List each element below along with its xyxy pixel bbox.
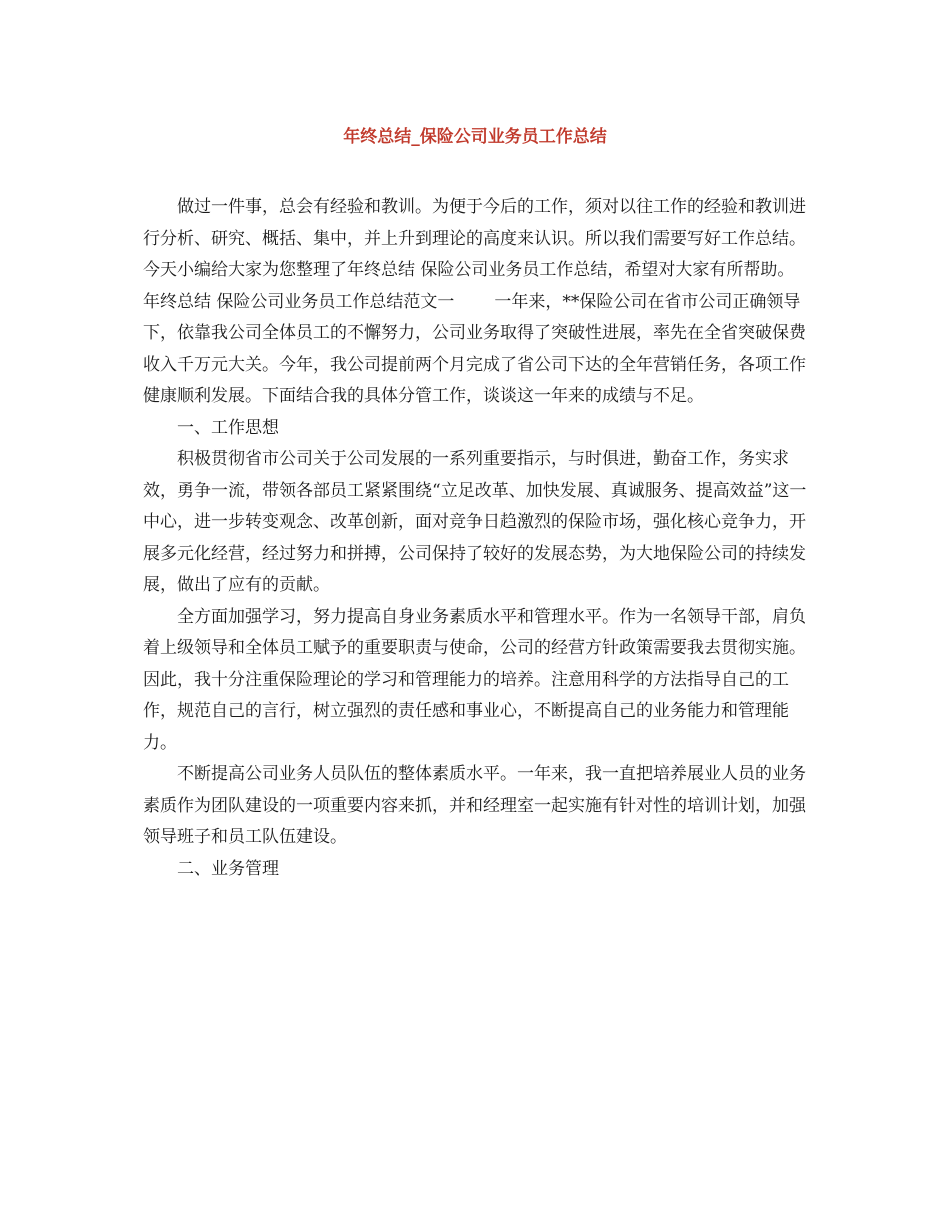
work-thought-paragraph-1: 积极贯彻省市公司关于公司发展的一系列重要指示，与时俱进，勤奋工作，务实求效，勇争一流，带领各部员工紧紧围绕“立足改革、加快发展、真诚服务、提高效益”这一中心，进一步转变观念、改革创新，面对竞争日趋激烈的保险市场，强化核心竞争力，开展多元化经营，经过努力和拼搏，公司保持了较好的发展态势，为大地保险公司的持续发展，做出了应有的贡献。: [143, 449, 807, 595]
document-body: [143, 192, 815, 885]
sample-label: 年终总结 保险公司业务员工作总结范文一: [143, 291, 455, 312]
intro-paragraph: 做过一件事，总会有经验和教训。为便于今后的工作，须对以往工作的经验和教训进行分析、研究、概括、集中，并上升到理论的高度来认识。所以我们需要写好工作总结。今天小编给大家为您整理了年终总结 保险公司业务员工作总结，希望对大家有所帮助。: [143, 197, 806, 280]
work-thought-paragraph-2: 全方面加强学习，努力提高自身业务素质水平和管理水平。作为一名领导干部，肩负着上级领导和全体员工赋予的重要职责与使命，公司的经营方针政策需要我去贯彻实施。因此，我十分注重保险理论的学习和管理能力的培养。注意用科学的方法指导自己的工作，规范自己的言行，树立强烈的责任感和事业心，不断提高自己的业务能力和管理能力。: [143, 606, 806, 753]
sample-paragraph: [143, 287, 815, 413]
section-heading-work-thought: 一、工作思想: [177, 417, 279, 438]
page-title: 年终总结_保险公司业务员工作总结: [343, 127, 607, 147]
work-thought-paragraph-3: 不断提高公司业务人员队伍的整体素质水平。一年来，我一直把培养展业人员的业务素质作为团队建设的一项重要内容来抓，并和经理室一起实施有针对性的培训计划，加强领导班子和员工队伍建设。: [143, 764, 806, 847]
section-heading-business-management: 二、业务管理: [177, 858, 279, 879]
sample-text: 一年来，**保险公司在省市公司正确领导下，依靠我公司全体员工的不懈努力，公司业务取得了突破性进展，率先在全省突破保费收入千万元大关。今年，我公司提前两个月完成了省公司下达的全年营销任务，各项工作健康顺利发展。下面结合我的具体分管工作，谈谈这一年来的成绩与不足。: [143, 291, 806, 406]
